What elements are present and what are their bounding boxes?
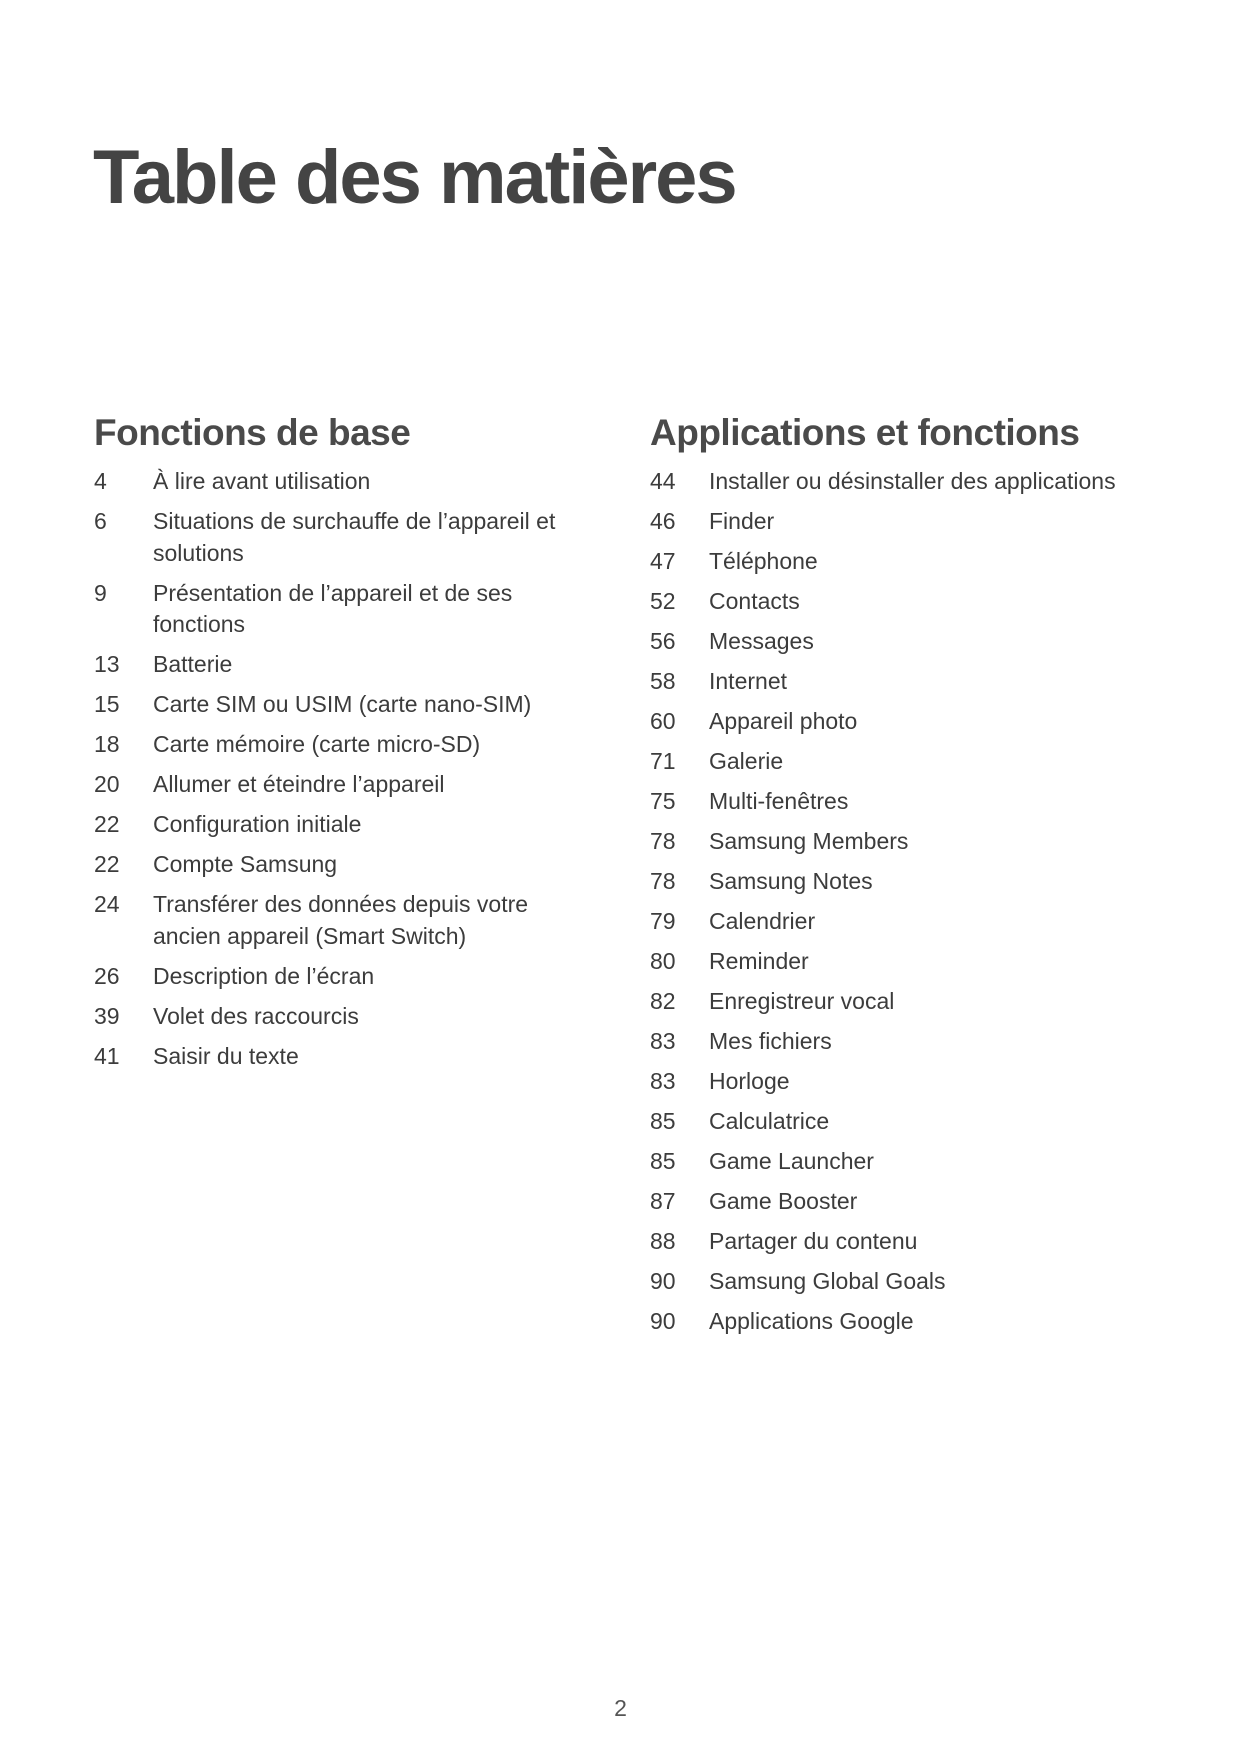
toc-entry[interactable] — [650, 1146, 1210, 1178]
toc-entry[interactable] — [94, 506, 594, 569]
toc-entry[interactable] — [650, 786, 1210, 818]
toc-entry[interactable] — [650, 466, 1210, 498]
toc-entry-label: Mes fichiers — [709, 1027, 832, 1054]
toc-entry-page-number: 85 — [650, 1147, 676, 1174]
toc-entry[interactable] — [94, 961, 594, 993]
toc-entry-label: Samsung Global Goals — [709, 1267, 946, 1294]
toc-entry-page-number: 80 — [650, 947, 676, 974]
toc-entry[interactable] — [650, 1226, 1210, 1258]
toc-entry[interactable] — [94, 689, 594, 721]
toc-entry-page-number: 87 — [650, 1187, 676, 1214]
toc-entry[interactable] — [650, 546, 1210, 578]
toc-entry-label: Enregistreur vocal — [709, 987, 895, 1014]
toc-entry-label: Finder — [709, 507, 775, 534]
toc-entry[interactable] — [94, 1001, 594, 1033]
toc-entry-label: Internet — [709, 667, 787, 694]
toc-entry[interactable] — [650, 1106, 1210, 1138]
toc-entry[interactable] — [650, 626, 1210, 658]
toc-entry-page-number: 9 — [94, 579, 107, 606]
toc-entry-page-number: 39 — [94, 1002, 120, 1029]
toc-entry-page-number: 90 — [650, 1267, 676, 1294]
toc-entry-page-number: 20 — [94, 771, 120, 798]
toc-entry-label: Transférer des données depuis votre ancien appareil (Smart Switch) — [153, 891, 529, 949]
toc-entry[interactable] — [650, 1266, 1210, 1298]
toc-entry-page-number: 56 — [650, 627, 676, 654]
page-number: 2 — [614, 1695, 627, 1721]
toc-entry-label: Horloge — [709, 1067, 790, 1094]
toc-entry-label: À lire avant utilisation — [153, 468, 371, 494]
toc-entry[interactable] — [650, 586, 1210, 618]
toc-entry[interactable] — [94, 889, 594, 952]
section-applications-et-fonctions — [650, 410, 1210, 1346]
toc-entry-page-number: 46 — [650, 507, 676, 534]
toc-entry-page-number: 4 — [94, 468, 107, 494]
toc-entry-page-number: 6 — [94, 507, 107, 534]
toc-entry-label: Situations de surchauffe de l’appareil et solutions — [153, 507, 556, 566]
toc-entry-label: Calculatrice — [709, 1107, 830, 1134]
toc-entry[interactable] — [650, 906, 1210, 938]
toc-entry-page-number: 79 — [650, 907, 676, 934]
toc-entry-page-number: 78 — [650, 867, 676, 894]
toc-entry-label: Applications Google — [709, 1307, 914, 1334]
toc-entry-label: Allumer et éteindre l’appareil — [153, 771, 445, 798]
toc-entry-page-number: 22 — [94, 811, 120, 838]
toc-entry-label: Game Booster — [709, 1187, 858, 1214]
toc-entry-label: Carte mémoire (carte micro-SD) — [153, 731, 481, 758]
toc-entry[interactable] — [650, 1066, 1210, 1098]
toc-entry-page-number: 58 — [650, 667, 676, 694]
toc-entry-label: Présentation de l’appareil et de ses fonctions — [153, 579, 513, 638]
toc-entry-page-number: 82 — [650, 987, 676, 1014]
toc-entry[interactable] — [650, 1186, 1210, 1218]
toc-entry-label: Galerie — [709, 747, 784, 774]
toc-entry-page-number: 90 — [650, 1307, 676, 1334]
toc-entry-label: Compte Samsung — [153, 851, 338, 878]
toc-entry[interactable] — [94, 1041, 594, 1073]
toc-entry-label: Volet des raccourcis — [153, 1002, 359, 1029]
toc-entry-page-number: 15 — [94, 691, 120, 718]
toc-entry[interactable] — [650, 746, 1210, 778]
toc-entry-page-number: 75 — [650, 787, 676, 814]
toc-entry-page-number: 88 — [650, 1227, 676, 1254]
toc-entry-label: Samsung Notes — [709, 867, 873, 894]
toc-entry-page-number: 26 — [94, 962, 120, 989]
toc-entry[interactable] — [650, 946, 1210, 978]
toc-entry-label: Contacts — [709, 587, 800, 614]
toc-entry-page-number: 24 — [94, 891, 120, 918]
toc-entry-label: Samsung Members — [709, 827, 909, 854]
toc-entry-page-number: 47 — [650, 547, 676, 574]
toc-entry[interactable] — [650, 1306, 1210, 1338]
toc-entry[interactable] — [94, 769, 594, 801]
toc-entry-label: Reminder — [709, 947, 809, 974]
toc-entry-label: Appareil photo — [709, 707, 858, 734]
toc-entry-label: Configuration initiale — [153, 811, 362, 838]
toc-entry-label: Partager du contenu — [709, 1227, 918, 1254]
toc-entry-label: Game Launcher — [709, 1147, 874, 1174]
toc-list — [650, 466, 1210, 1337]
toc-entry[interactable] — [650, 506, 1210, 538]
toc-entry-page-number: 52 — [650, 587, 676, 614]
toc-entry-page-number: 71 — [650, 747, 676, 774]
toc-entry-label: Saisir du texte — [153, 1042, 299, 1069]
section-heading: Fonctions de base — [94, 412, 411, 453]
section-fonctions-de-base — [94, 410, 594, 1081]
toc-entry-page-number: 60 — [650, 707, 676, 734]
toc-entry[interactable] — [94, 649, 594, 681]
toc-entry-label: Calendrier — [709, 907, 816, 934]
page-title: Table des matières — [93, 135, 736, 220]
toc-entry[interactable] — [650, 666, 1210, 698]
toc-entry[interactable] — [650, 866, 1210, 898]
toc-entry[interactable] — [650, 826, 1210, 858]
toc-entry-label: Multi-fenêtres — [709, 787, 849, 814]
toc-entry-label: Messages — [709, 627, 814, 654]
section-heading: Applications et fonctions — [650, 412, 1080, 453]
toc-entry-label: Carte SIM ou USIM (carte nano-SIM) — [153, 691, 532, 718]
toc-entry-page-number: 83 — [650, 1067, 676, 1094]
toc-entry-label: Description de l’écran — [153, 962, 375, 989]
toc-entry-page-number: 44 — [650, 468, 676, 494]
toc-entry-label: Téléphone — [709, 547, 818, 574]
toc-entry-page-number: 13 — [94, 651, 120, 678]
toc-list — [94, 466, 594, 1072]
toc-entry[interactable] — [94, 729, 594, 761]
toc-entry-page-number: 83 — [650, 1027, 676, 1054]
toc-entry[interactable] — [650, 1026, 1210, 1058]
toc-entry[interactable] — [650, 986, 1210, 1018]
toc-entry[interactable] — [94, 578, 594, 641]
toc-entry-page-number: 78 — [650, 827, 676, 854]
toc-entry[interactable] — [94, 466, 594, 498]
toc-entry-page-number: 41 — [94, 1042, 120, 1069]
toc-entry-label: Installer ou désinstaller des applications — [709, 468, 1116, 494]
toc-entry-page-number: 22 — [94, 851, 120, 878]
toc-entry[interactable] — [94, 849, 594, 881]
toc-entry[interactable] — [650, 706, 1210, 738]
toc-entry[interactable] — [94, 809, 594, 841]
toc-entry-page-number: 18 — [94, 731, 120, 758]
toc-entry-label: Batterie — [153, 651, 233, 678]
toc-entry-page-number: 85 — [650, 1107, 676, 1134]
